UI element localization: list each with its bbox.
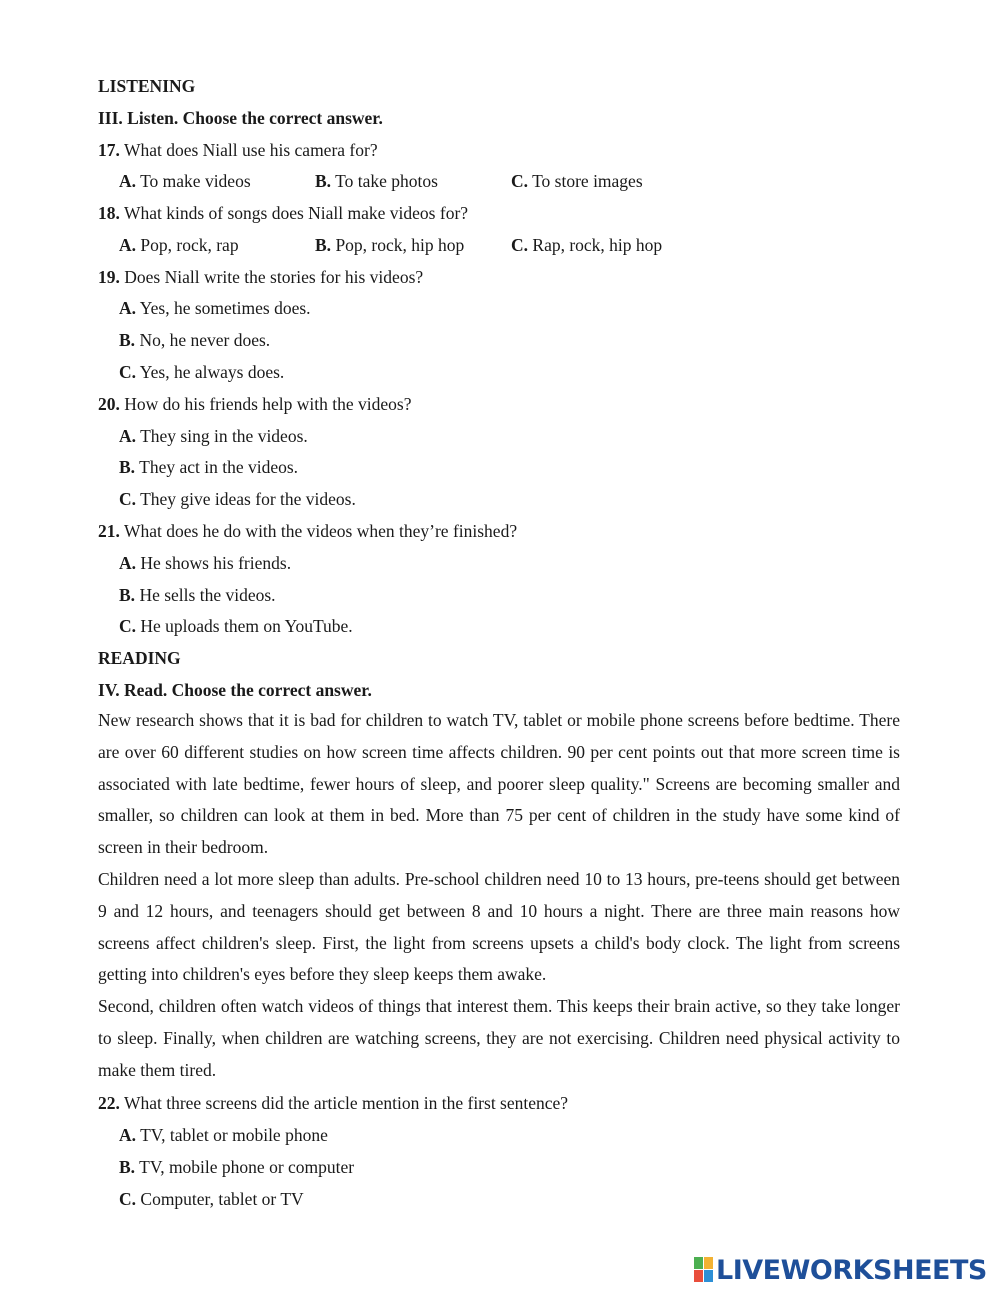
option-21-c[interactable]: C. He uploads them on YouTube. [119, 616, 353, 636]
reading-paragraph-3: Second, children often watch videos of things that interest them. This keeps their brain active, so they take longer to sleep. Finally, when children are watching screens, they are not exercising. Children need physical activity to make them tired. [98, 996, 900, 1080]
option-21-a[interactable]: A. He shows his friends. [119, 553, 292, 573]
option-21-b[interactable]: B. He sells the videos. [119, 585, 276, 605]
option-18-b[interactable]: B. Pop, rock, hip hop [315, 235, 465, 255]
option-17-c[interactable]: C. To store images [511, 171, 643, 191]
section-heading-listening: LISTENING [98, 76, 196, 96]
liveworksheets-logo-icon [694, 1257, 714, 1283]
question-22: 22. What three screens did the article mention in the first sentence? [98, 1093, 569, 1113]
question-18: 18. What kinds of songs does Niall make videos for? [98, 203, 469, 223]
question-20: 20. How do his friends help with the videos? [98, 394, 412, 414]
reading-paragraph-2: Children need a lot more sleep than adults. Pre-school children need 10 to 13 hours, pre-teens should get between 9 and 12 hours, and teenagers should get between 8 and 10 hours a night. There are three main reasons how screens affect children's sleep. First, the light from screens upsets a child's body clock. The light from screens getting into children's eyes before they sleep keeps them awake. [98, 869, 900, 985]
question-19: 19. Does Niall write the stories for his videos? [98, 267, 424, 287]
option-20-a[interactable]: A. They sing in the videos. [119, 426, 308, 446]
option-18-c[interactable]: C. Rap, rock, hip hop [511, 235, 663, 255]
option-22-c[interactable]: C. Computer, tablet or TV [119, 1189, 304, 1209]
reading-paragraph-1: New research shows that it is bad for children to watch TV, tablet or mobile phone screens before bedtime. There are over 60 different studies on how screen time affects children. 90 per cent points out that more screen time is associated with late bedtime, fewer hours of sleep, and poorer sleep quality." Screens are becoming smaller and smaller, so children can look at them in bed. More than 75 per cent of children in the study have some kind of screen in their bedroom. [98, 710, 900, 858]
question-21: 21. What does he do with the videos when they’re finished? [98, 521, 518, 541]
option-22-b[interactable]: B. TV, mobile phone or computer [119, 1157, 355, 1177]
option-20-c[interactable]: C. They give ideas for the videos. [119, 489, 356, 509]
option-19-a[interactable]: A. Yes, he sometimes does. [119, 298, 311, 318]
brand-name: LIVEWORKSHEETS [716, 1254, 987, 1286]
liveworksheets-logo [694, 1256, 987, 1284]
option-18-a[interactable]: A. Pop, rock, rap [119, 235, 239, 255]
question-number: 17. [98, 140, 120, 160]
question-17 [98, 140, 378, 160]
instruction-reading: IV. Read. Choose the correct answer. [98, 680, 372, 700]
instruction-listening: III. Listen. Choose the correct answer. [98, 108, 383, 128]
option-19-b[interactable]: B. No, he never does. [119, 330, 271, 350]
section-heading-reading: READING [98, 648, 181, 668]
option-19-c[interactable]: C. Yes, he always does. [119, 362, 285, 382]
option-22-a[interactable]: A. TV, tablet or mobile phone [119, 1125, 328, 1145]
option-17-b[interactable]: B. To take photos [315, 171, 438, 191]
option-17-a[interactable]: A. To make videos [119, 171, 251, 191]
option-20-b[interactable]: B. They act in the videos. [119, 457, 299, 477]
question-text: What does Niall use his camera for? [123, 140, 378, 160]
